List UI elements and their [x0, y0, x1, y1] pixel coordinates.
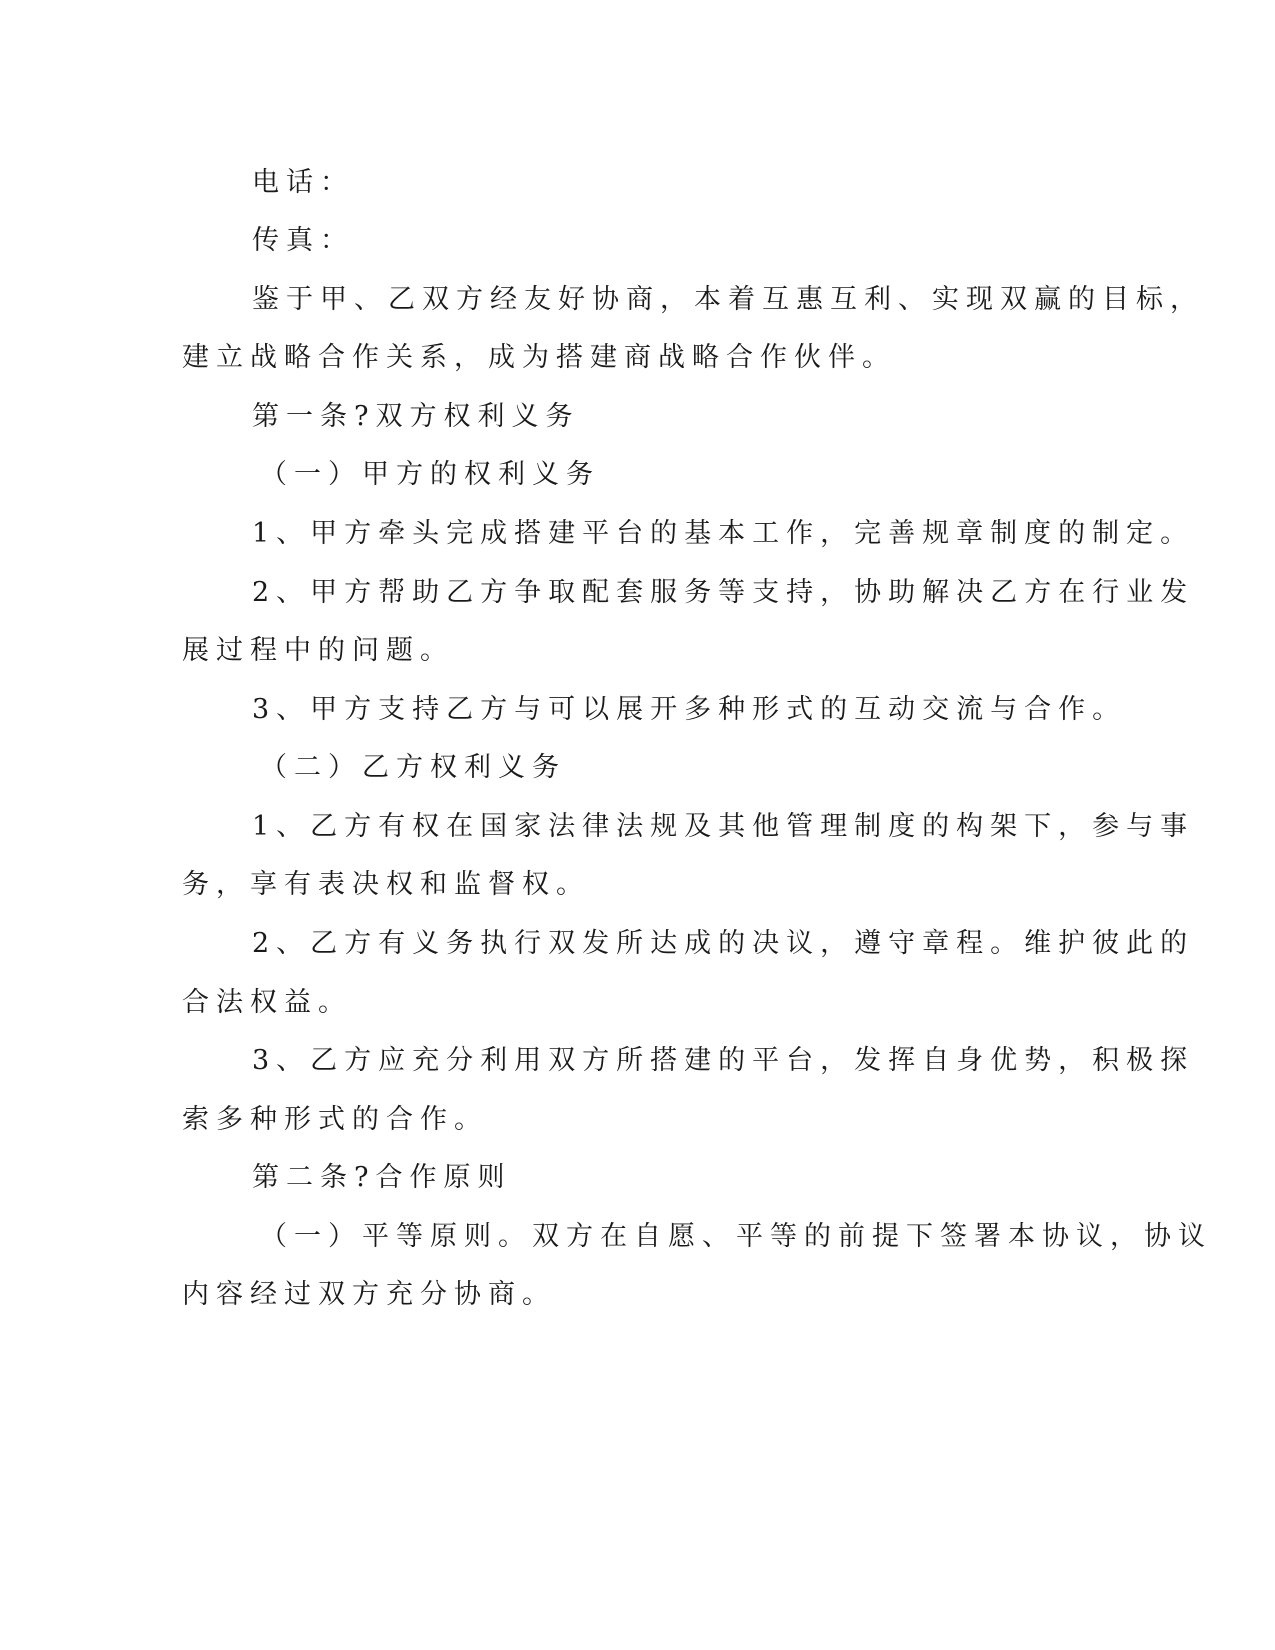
paragraph-line: 2、乙方有义务执行双发所达成的决议，遵守章程。维护彼此的	[252, 928, 1195, 959]
paragraph-line: 3、乙方应充分利用双方所搭建的平台，发挥自身优势，积极探	[252, 1045, 1195, 1076]
paragraph-line: 展过程中的问题。	[182, 635, 454, 666]
paragraph-line: 2、甲方帮助乙方争取配套服务等支持，协助解决乙方在行业发	[252, 577, 1195, 608]
phone-label: 电话：	[252, 167, 354, 198]
paragraph-line: （一）平等原则。双方在自愿、平等的前提下签署本协议，协议	[260, 1221, 1212, 1252]
paragraph-line: 建立战略合作关系，成为搭建商战略合作伙伴。	[182, 342, 896, 373]
section-heading: （二）乙方权利义务	[260, 752, 566, 783]
paragraph-line: 1、乙方有权在国家法律法规及其他管理制度的构架下，参与事	[252, 811, 1195, 842]
article-heading: 第一条?双方权利义务	[252, 401, 580, 432]
paragraph-line: 内容经过双方充分协商。	[182, 1279, 556, 1310]
paragraph-line: 务，享有表决权和监督权。	[182, 869, 590, 900]
paragraph-line: 索多种形式的合作。	[182, 1104, 488, 1135]
section-heading: （一）甲方的权利义务	[260, 459, 600, 490]
paragraph-line: 1、甲方牵头完成搭建平台的基本工作，完善规章制度的制定。	[252, 518, 1195, 549]
paragraph-line: 鉴于甲、乙双方经友好协商，本着互惠互利、实现双赢的目标，	[252, 284, 1204, 315]
paragraph-line: 合法权益。	[182, 987, 352, 1018]
paragraph-line: 3、甲方支持乙方与可以展开多种形式的互动交流与合作。	[252, 694, 1127, 725]
article-heading: 第二条?合作原则	[252, 1162, 512, 1193]
fax-label: 传真：	[252, 225, 354, 256]
